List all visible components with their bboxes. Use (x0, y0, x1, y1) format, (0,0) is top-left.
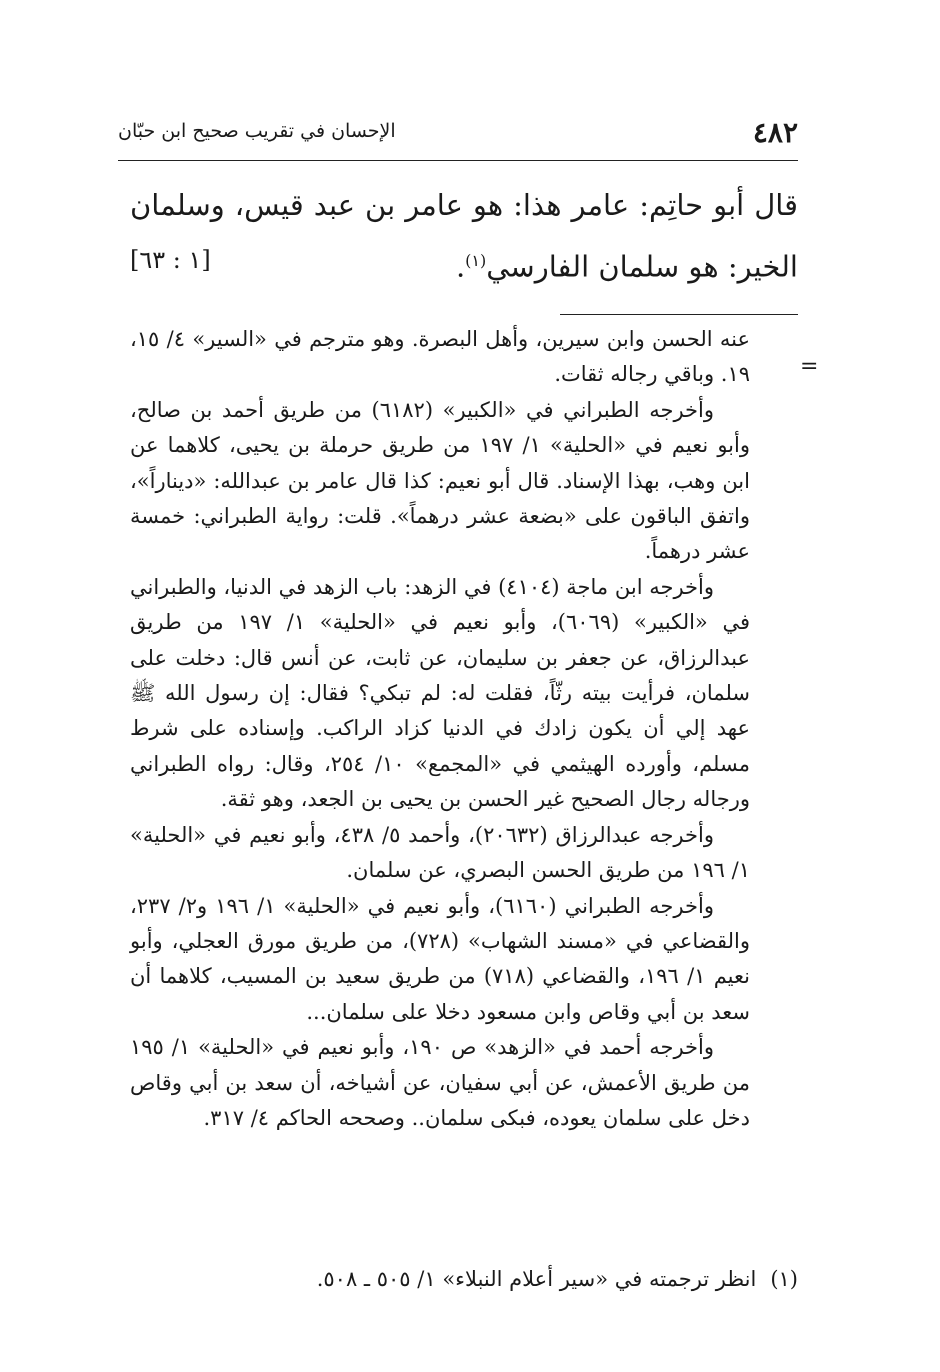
footnote (260, 1262, 798, 1297)
header-rule (118, 160, 798, 161)
commentary-notes (130, 322, 750, 1136)
note-paragraph: وأخرجه الطبراني (٦١٦٠)، وأبو نعيم في «الحلية» ١/ ١٩٦ و٢/ ٢٣٧، والقضاعي في «مسند الشهاب» (٧٢٨)، من طريق مورق العجلي، وأبو نعيم ١/ ١٩٦، والقضاعي (٧١٨) من طريق سعيد بن المسيب، كلاهما أن سعد بن أبي وقاص وابن مسعود دخلا على سلمان... (130, 893, 750, 1024)
main-line-2-end: . (455, 249, 466, 284)
note-paragraph: وأخرجه الطبراني في «الكبير» (٦١٨٢) من طريق أحمد بن صالح، وأبو نعيم في «الحلية» ١/ ١٩٧ من طريق حرملة بن يحيى، كلاهما عن ابن وهب، بهذا الإسناد. قال أبو نعيم: كذا قال عامر بن عبدالله: «ديناراً»، واتفق الباقون على «بضعة عشر درهماً». قلت: رواية الطبراني: خمسة عشر درهماً. (130, 397, 750, 564)
footnote-marker[interactable]: (١) (465, 251, 487, 270)
note-paragraph: وأخرجه أحمد في «الزهد» ص ١٩٠، وأبو نعيم في «الحلية» ١/ ١٩٥ من طريق الأعمش، عن أبي سفيان، عن أشياخه، أن سعد بن أبي وقاص دخل على سلمان يعوده، فبكى سلمان.. وصححه الحاكم ٤/ ٣١٧. (130, 1035, 750, 1130)
page-number: ٤٨٢ (752, 116, 798, 149)
main-line-2-text: الخير: هو سلمان الفارسي (486, 249, 798, 284)
page-header (118, 112, 798, 152)
note-paragraph: عنه الحسن وابن سيرين، وأهل البصرة. وهو مترجم في «السير» ٤/ ١٥، ١٩. وباقي رجاله ثقات. (130, 327, 750, 387)
running-title: الإحسان في تقريب صحيح ابن حبّان (118, 120, 396, 142)
volume-page-reference: [١ : ٦٣] (130, 246, 211, 274)
main-line-2 (456, 233, 798, 295)
footnote-number: (١) (770, 1267, 798, 1291)
footnote-rule (560, 314, 798, 315)
note-paragraph: وأخرجه ابن ماجة (٤١٠٤) في الزهد: باب الزهد في الدنيا، والطبراني في «الكبير» (٦٠٦٩)، وأبو نعيم في «الحلية» ١/ ١٩٧ من طريق عبدالرزاق، عن جعفر بن سليمان، عن ثابت، عن أنس قال: دخلت على سلمان، فرأيت بيته رثّاً، فقلت له: لم تبكي؟ فقال: إن رسول الله ﷺ عهد إلي أن يكون زادك في الدنيا كزاد الراكب. وإسناده على شرط مسلم، وأورده الهيثمي في «المجمع» ١٠/ ٢٥٤، وقال: رواه الطبراني ورجاله رجال الصحيح غير الحسن بن يحيى بن الجعد، وهو ثقة. (130, 574, 750, 812)
note-paragraph: وأخرجه عبدالرزاق (٢٠٦٣٢)، وأحمد ٥/ ٤٣٨، وأبو نعيم في «الحلية» ١/ ١٩٦ من طريق الحسن البصري، عن سلمان. (130, 822, 750, 883)
main-line-1: قال أبو حاتِم: عامر هذا: هو عامر بن عبد قيس، وسلمان (130, 188, 798, 222)
continuation-marker: = (800, 354, 819, 379)
main-text (130, 178, 798, 288)
footnote-text: انظر ترجمته في «سير أعلام النبلاء» ١/ ٥٠٥ ـ ٥٠٨. (316, 1267, 757, 1291)
